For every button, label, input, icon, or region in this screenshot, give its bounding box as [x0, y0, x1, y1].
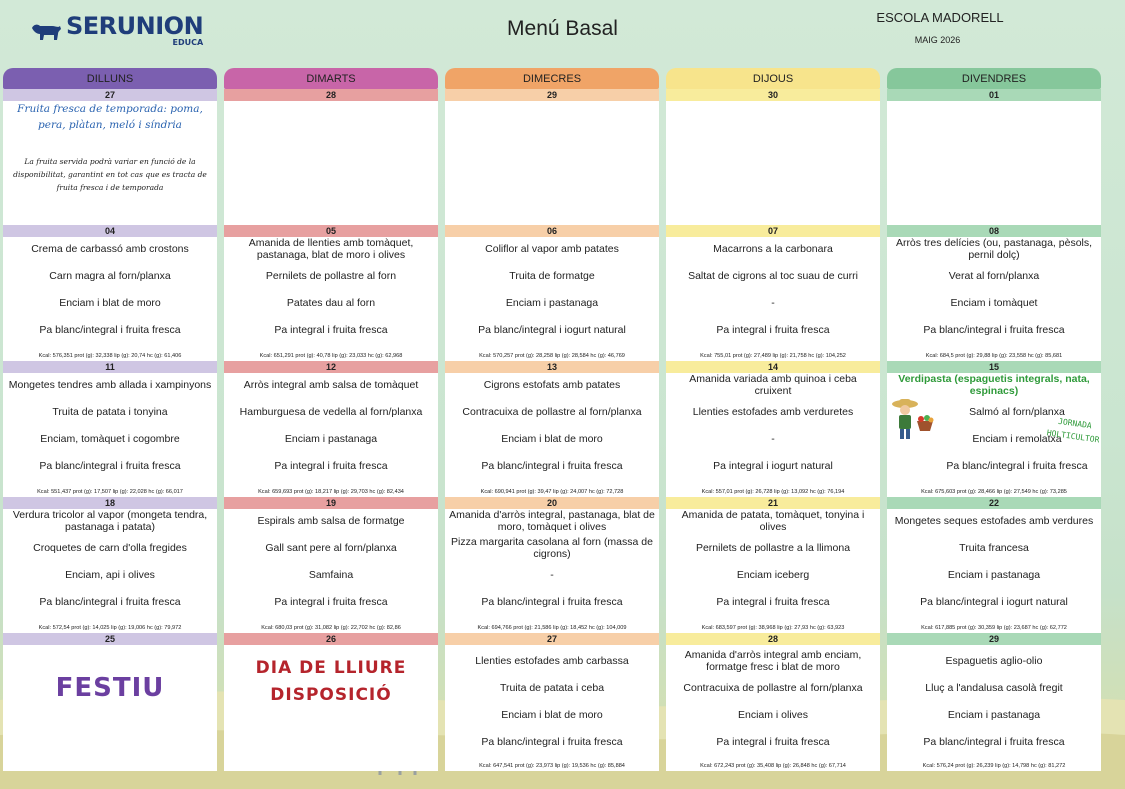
week-row [3, 361, 1102, 497]
dish-item: Enciam i blat de moro [501, 709, 603, 721]
day-number: 18 [3, 497, 217, 509]
day-number: 14 [666, 361, 880, 373]
dish-item: Mongetes tendres amb allada i xampinyons [8, 379, 212, 391]
day-number: 26 [224, 633, 438, 645]
free-day-label-line: DIA DE LLIURE [255, 658, 407, 678]
dish-item: Croquetes de carn d'olla fregides [33, 542, 187, 554]
farmer-illustration-icon [889, 397, 937, 441]
day-number: 06 [445, 225, 659, 237]
dish-item: - [771, 433, 775, 445]
day-number: 07 [666, 225, 880, 237]
menu-grid [3, 68, 1102, 771]
day-cell [445, 225, 659, 361]
dish-item: Pa blanc/integral i iogurt natural [478, 324, 626, 336]
nutrition-info: Kcal: 680,03 prot (g): 31,082 lip (g): 22,702 hc (g): 82,86 [261, 625, 401, 631]
dish-item: Pizza margarita casolana al forn (massa de cigrons) [451, 536, 653, 560]
day-cell [445, 361, 659, 497]
day-cell [445, 497, 659, 633]
free-day-label [224, 655, 438, 709]
weeks-container [3, 89, 1102, 771]
dish-item: Enciam i remolatxa [972, 433, 1062, 445]
day-number: 21 [666, 497, 880, 509]
day-cell [887, 89, 1101, 225]
holiday-label: FESTIU [55, 673, 165, 703]
day-cell [3, 89, 217, 225]
nutrition-info: Kcal: 755,01 prot (g): 27,489 lip (g): 21,758 hc (g): 104,252 [700, 353, 846, 359]
dish-item: - [771, 297, 775, 309]
day-number: 30 [666, 89, 880, 101]
dish-item: Coliflor al vapor amb patates [485, 243, 619, 255]
dish-item: Amanida d'arròs integral, pastanaga, blat de moro, tomàquet i olives [449, 509, 655, 533]
dish-item: Pa blanc/integral i fruita fresca [923, 324, 1065, 336]
dish-item: Enciam i pastanaga [505, 297, 599, 309]
dish-item: Amanida de patata, tomàquet, tonyina i olives [681, 509, 865, 533]
dish-item: Llenties estofades amb carbassa [475, 655, 629, 667]
dish-item: Pa blanc/integral i fruita fresca [946, 460, 1088, 472]
day-cell [887, 225, 1101, 361]
day-number: 28 [666, 633, 880, 645]
day-cell [3, 361, 217, 497]
dish-item: Amanida variada amb quinoa i ceba cruixent [689, 373, 857, 397]
dish-item: Contracuixa de pollastre al forn/planxa [683, 682, 863, 694]
day-header-4: DIVENDRES [887, 68, 1101, 89]
day-number: 12 [224, 361, 438, 373]
dish-item: Patates dau al forn [286, 297, 376, 309]
dish-item: Enciam i tomàquet [950, 297, 1038, 309]
dish-item: Pa blanc/integral i fruita fresca [923, 736, 1065, 748]
day-cell [224, 633, 438, 771]
weekday-header-row [3, 68, 1102, 89]
fruit-availability-note: La fruita servida podrà variar en funció de la disponibilitat, garantint en tot cas que es tracta de fruita fresca i de temporada [13, 157, 207, 192]
gardening-day-label: JORNADA HOLTICULTOR [1046, 416, 1100, 445]
dish-item: Verdipasta (espaguetis integrals, nata, espinacs) [898, 373, 1090, 397]
day-cell [3, 497, 217, 633]
menu-month: MAIG 2026 [914, 35, 961, 45]
nutrition-info: Kcal: 684,5 prot (g): 29,88 lip (g): 23,558 hc (g): 85,681 [925, 353, 1063, 359]
dish-item: Amanida d'arròs integral amb enciam, formatge fresc i blat de moro [684, 649, 862, 673]
day-cell [224, 361, 438, 497]
day-cell [666, 361, 880, 497]
day-number: 29 [445, 89, 659, 101]
dish-item: Lluç a l'andalusa casolà fregit [925, 682, 1063, 694]
dish-item: Mongetes seques estofades amb verdures [894, 515, 1094, 527]
dish-item: Cigrons estofats amb patates [483, 379, 621, 391]
day-number: 27 [445, 633, 659, 645]
nutrition-info: Kcal: 576,351 prot (g): 32,338 lip (g): 20,74 hc (g): 61,406 [38, 353, 182, 359]
dish-item: Espirals amb salsa de formatge [257, 515, 405, 527]
day-cell [445, 633, 659, 771]
dish-item: Carn magra al forn/planxa [49, 270, 171, 282]
dish-item: Pa blanc/integral i iogurt natural [920, 596, 1068, 608]
dish-item: Crema de carbassó amb crostons [31, 243, 189, 255]
nutrition-info: Kcal: 572,54 prot (g): 14,025 lip (g): 19,006 hc (g): 79,972 [38, 625, 182, 631]
dish-item: Espaguetis aglio-olio [945, 655, 1043, 667]
day-number: 28 [224, 89, 438, 101]
day-header-1: DIMARTS [224, 68, 438, 89]
dish-item: Enciam, tomàquet i cogombre [40, 433, 180, 445]
day-number: 27 [3, 89, 217, 101]
nutrition-info: Kcal: 690,941 prot (g): 39,47 lip (g): 24,007 hc (g): 72,728 [480, 489, 624, 495]
nutrition-info: Kcal: 557,01 prot (g): 26,728 lip (g): 13,092 hc (g): 76,194 [701, 489, 845, 495]
day-number: 04 [3, 225, 217, 237]
dish-item: Amanida de llenties amb tomàquet, pastanaga, blat de moro i olives [248, 237, 414, 261]
day-number: 20 [445, 497, 659, 509]
dish-item: Contracuixa de pollastre al forn/planxa [462, 406, 642, 418]
dish-item: - [550, 569, 554, 581]
dish-item: Pernilets de pollastre a la llimona [695, 542, 851, 554]
dish-item: Pa blanc/integral i fruita fresca [39, 324, 181, 336]
day-cell [224, 497, 438, 633]
dish-item: Pa integral i iogurt natural [713, 460, 833, 472]
dish-item: Enciam i blat de moro [59, 297, 161, 309]
dish-item: Pa blanc/integral i fruita fresca [481, 736, 623, 748]
brand-subname: EDUCA [172, 38, 204, 47]
day-number: 05 [224, 225, 438, 237]
dish-item: Macarrons a la carbonara [713, 243, 833, 255]
dish-item: Truita de patata i ceba [499, 682, 605, 694]
dish-item: Truita de patata i tonyina [52, 406, 168, 418]
day-number: 15 [887, 361, 1101, 373]
dish-item: Gall sant pere al forn/planxa [265, 542, 397, 554]
day-number: 01 [887, 89, 1101, 101]
nutrition-info: Kcal: 672,243 prot (g): 35,408 lip (g): 26,848 hc (g): 67,714 [700, 763, 846, 769]
day-number: 19 [224, 497, 438, 509]
day-header-2: DIMECRES [445, 68, 659, 89]
nutrition-info: Kcal: 683,597 prot (g): 38,968 lip (g): 27,93 hc (g): 63,923 [701, 625, 845, 631]
day-cell [3, 633, 217, 771]
dish-item: Enciam iceberg [736, 569, 810, 581]
dish-item: Truita de formatge [509, 270, 595, 282]
day-number: 22 [887, 497, 1101, 509]
dish-item: Pa integral i fruita fresca [716, 324, 830, 336]
dish-item: Enciam i olives [737, 709, 809, 721]
dish-item: Pa integral i fruita fresca [274, 596, 388, 608]
school-name: ESCOLA MADORELL [876, 10, 1004, 25]
nutrition-info: Kcal: 675,603 prot (g): 28,466 lip (g): 27,549 hc (g): 73,285 [921, 489, 1067, 495]
day-cell [224, 225, 438, 361]
day-number: 25 [3, 633, 217, 645]
dish-item: Pa integral i fruita fresca [274, 460, 388, 472]
day-cell [887, 361, 1101, 497]
dish-item: Pa blanc/integral i fruita fresca [39, 460, 181, 472]
day-number: 08 [887, 225, 1101, 237]
dish-item: Verdura tricolor al vapor (mongeta tendra, pastanaga i patata) [12, 509, 208, 533]
dish-item: Samfaina [308, 569, 354, 581]
dish-item: Enciam i pastanaga [284, 433, 378, 445]
nutrition-info: Kcal: 570,257 prot (g): 28,258 lip (g): 28,584 hc (g): 46,769 [479, 353, 625, 359]
week-row [3, 497, 1102, 633]
dish-item: Pa integral i fruita fresca [716, 736, 830, 748]
dish-item: Enciam i pastanaga [947, 569, 1041, 581]
nutrition-info: Kcal: 551,437 prot (g): 17,507 lip (g): 22,028 hc (g): 66,017 [37, 489, 183, 495]
day-cell [887, 497, 1101, 633]
nutrition-info: Kcal: 659,693 prot (g): 18,217 lip (g): 29,703 hc (g): 82,434 [258, 489, 404, 495]
dish-item: Arròs tres delícies (ou, pastanaga, pèsols, pernil dolç) [895, 237, 1093, 261]
dish-item: Saltat de cigrons al toc suau de curri [688, 270, 858, 282]
dish-item: Llenties estofades amb verduretes [692, 406, 854, 418]
dish-item: Arròs integral amb salsa de tomàquet [243, 379, 419, 391]
dish-item: Enciam i pastanaga [947, 709, 1041, 721]
week-row [3, 225, 1102, 361]
dish-item: Enciam, api i olives [65, 569, 155, 581]
dish-item: Pa blanc/integral i fruita fresca [39, 596, 181, 608]
dish-item: Pa blanc/integral i fruita fresca [481, 460, 623, 472]
seasonal-fruit-note: Fruita fresca de temporada: poma, pera, plàtan, meló i síndria [17, 103, 203, 131]
day-cell [887, 633, 1101, 771]
nutrition-info: Kcal: 576,24 prot (g): 26,239 lip (g): 14,798 hc (g): 81,272 [922, 763, 1066, 769]
day-cell [666, 633, 880, 771]
week-row [3, 89, 1102, 225]
dish-item: Truita francesa [959, 542, 1029, 554]
day-cell [666, 89, 880, 225]
day-cell [666, 225, 880, 361]
dish-item: Enciam i blat de moro [501, 433, 603, 445]
page-header [0, 0, 1125, 64]
dish-item: Verat al forn/planxa [948, 270, 1040, 282]
nutrition-info: Kcal: 617,885 prot (g): 30,359 lip (g): 23,687 hc (g): 62,772 [921, 625, 1067, 631]
dish-item: Pa blanc/integral i fruita fresca [481, 596, 623, 608]
day-header-0: DILLUNS [3, 68, 217, 89]
brand-name: SERUNION [66, 12, 204, 40]
day-header-3: DIJOUS [666, 68, 880, 89]
page-title: Menú Basal [507, 17, 618, 40]
day-cell [3, 225, 217, 361]
day-number: 13 [445, 361, 659, 373]
free-day-label-line: DISPOSICIÓ [270, 685, 392, 705]
nutrition-info: Kcal: 694,766 prot (g): 21,586 lip (g): 18,452 hc (g): 104,009 [477, 625, 627, 631]
dish-item: Pa integral i fruita fresca [716, 596, 830, 608]
nutrition-info: Kcal: 651,291 prot (g): 40,78 lip (g): 23,033 hc (g): 62,968 [259, 353, 403, 359]
day-cell [666, 497, 880, 633]
dish-item: Pernilets de pollastre al forn [265, 270, 397, 282]
dish-item: Salmó al forn/planxa [969, 406, 1065, 418]
nutrition-info: Kcal: 647,541 prot (g): 23,973 lip (g): 19,536 hc (g): 85,884 [479, 763, 625, 769]
day-number: 29 [887, 633, 1101, 645]
day-cell [224, 89, 438, 225]
dish-item: Hamburguesa de vedella al forn/planxa [239, 406, 423, 418]
day-cell [445, 89, 659, 225]
week-row [3, 633, 1102, 771]
dish-item: Pa integral i fruita fresca [274, 324, 388, 336]
day-number: 11 [3, 361, 217, 373]
